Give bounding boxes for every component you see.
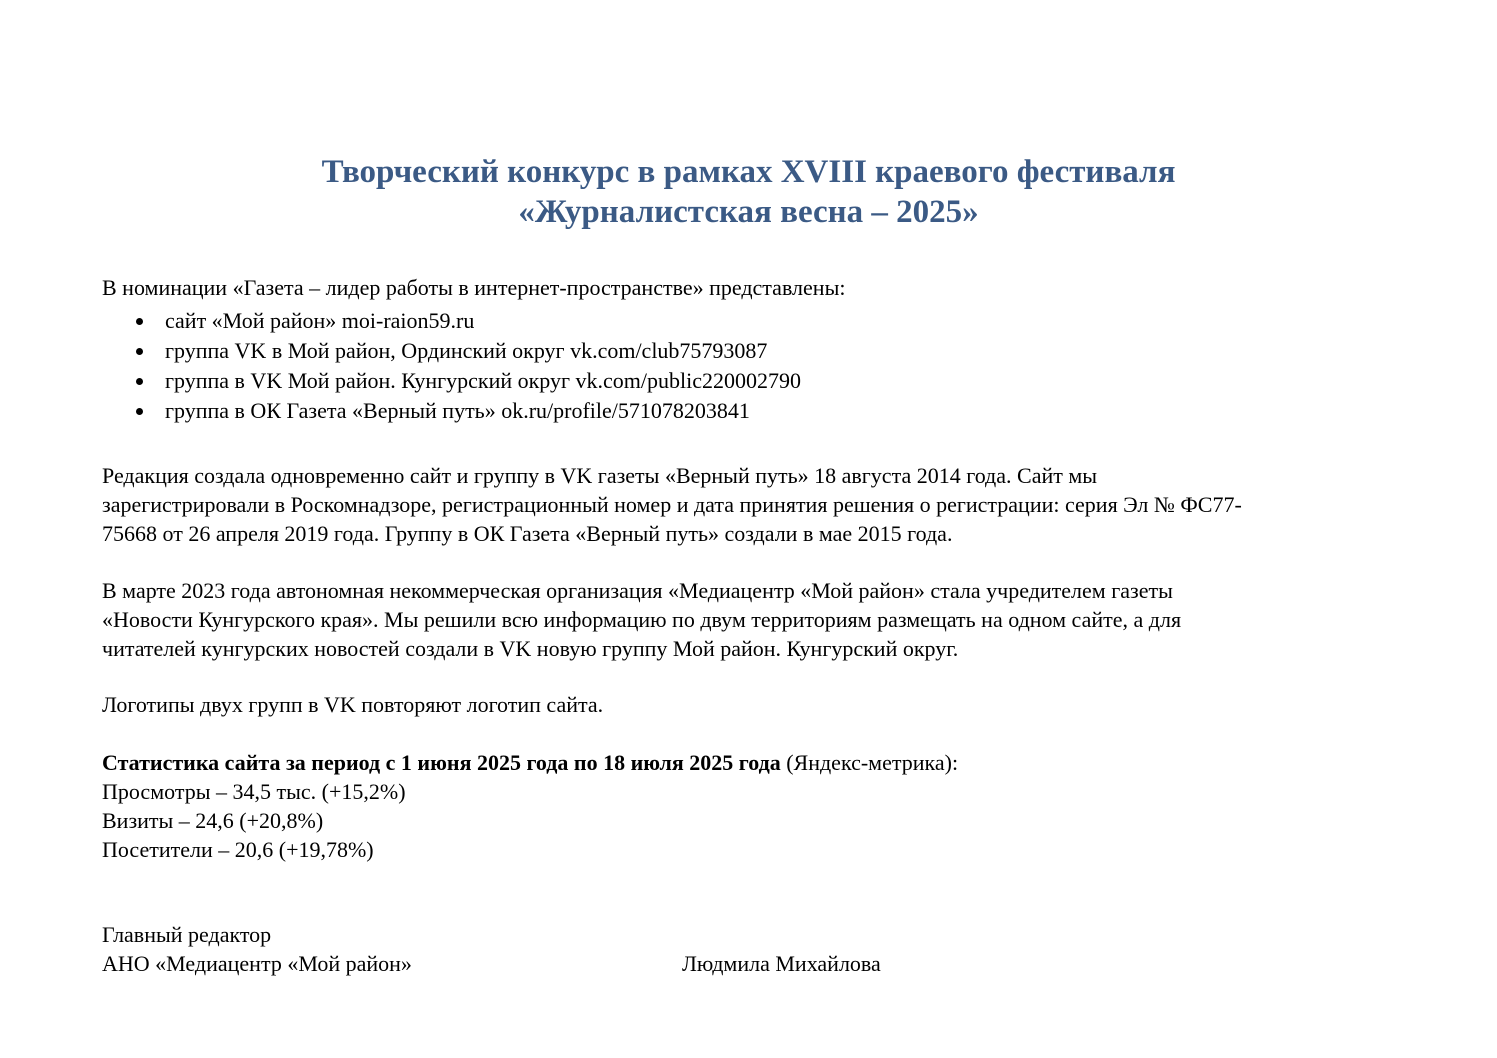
statistics-block [102,748,1402,864]
signature-name: Людмила Михайлова [682,951,881,976]
paragraph-line: В марте 2023 года автономная некоммерческая организация «Медиацентр «Мой район» стала учредителем газеты [102,578,1173,603]
signature-block [102,920,1402,978]
statistics-visitors: Посетители – 20,6 (+19,78%) [102,837,374,862]
list-item [102,306,801,336]
bullet-icon [136,408,143,415]
statistics-heading-source: (Яндекс-метрика): [780,750,959,775]
bullet-icon [136,348,143,355]
paragraph-line: Редакция создала одновременно сайт и группу в VK газеты «Верный путь» 18 августа 2014 года. Сайт мы [102,463,1098,488]
nomination-intro: В номинации «Газета – лидер работы в интернет-пространстве» представлены: [102,275,846,300]
signature-line [102,949,1402,978]
resource-list [102,306,801,426]
bullet-icon [136,378,143,385]
signature-organization: АНО «Медиацентр «Мой район» [102,951,412,976]
title-line-2: «Журналистская весна – 2025» [518,194,979,230]
signature-position: Главный редактор [102,922,272,947]
paragraph-logos: Логотипы двух групп в VK повторяют логотип сайта. [102,692,604,717]
statistics-visits: Визиты – 24,6 (+20,8%) [102,808,324,833]
title-line-1: Творческий конкурс в рамках XVIII краевого фестиваля [321,154,1176,190]
list-item [102,336,801,366]
statistics-heading-bold: Статистика сайта за период с 1 июня 2025 года по 18 июля 2025 года [102,750,781,775]
statistics-views: Просмотры – 34,5 тыс. (+15,2%) [102,779,406,804]
paragraph-line: зарегистрировали в Роскомнадзоре, регистрационный номер и дата принятия решения о регистрации: серия Эл № ФС77- [102,492,1242,517]
list-item-text: сайт «Мой район» moi-raion59.ru [165,308,475,333]
paragraph-founder [102,576,1402,663]
list-item [102,366,801,396]
statistics-heading [102,748,1402,777]
paragraph-history [102,461,1402,548]
paragraph-line: «Новости Кунгурского края». Мы решили всю информацию по двум территориям размещать на одном сайте, а для [102,607,1182,632]
list-item-text: группа VK в Мой район, Ординский округ vk.com/club75793087 [165,338,768,363]
paragraph-line: читателей кунгурских новостей создали в VK новую группу Мой район. Кунгурский округ. [102,636,959,661]
list-item-text: группа в VK Мой район. Кунгурский округ vk.com/public220002790 [165,368,802,393]
list-item-text: группа в ОК Газета «Верный путь» ok.ru/profile/571078203841 [165,398,750,423]
bullet-icon [136,318,143,325]
paragraph-line: 75668 от 26 апреля 2019 года. Группу в ОК Газета «Верный путь» создали в мае 2015 года. [102,521,953,546]
document-title [0,152,1497,232]
list-item [102,396,801,426]
